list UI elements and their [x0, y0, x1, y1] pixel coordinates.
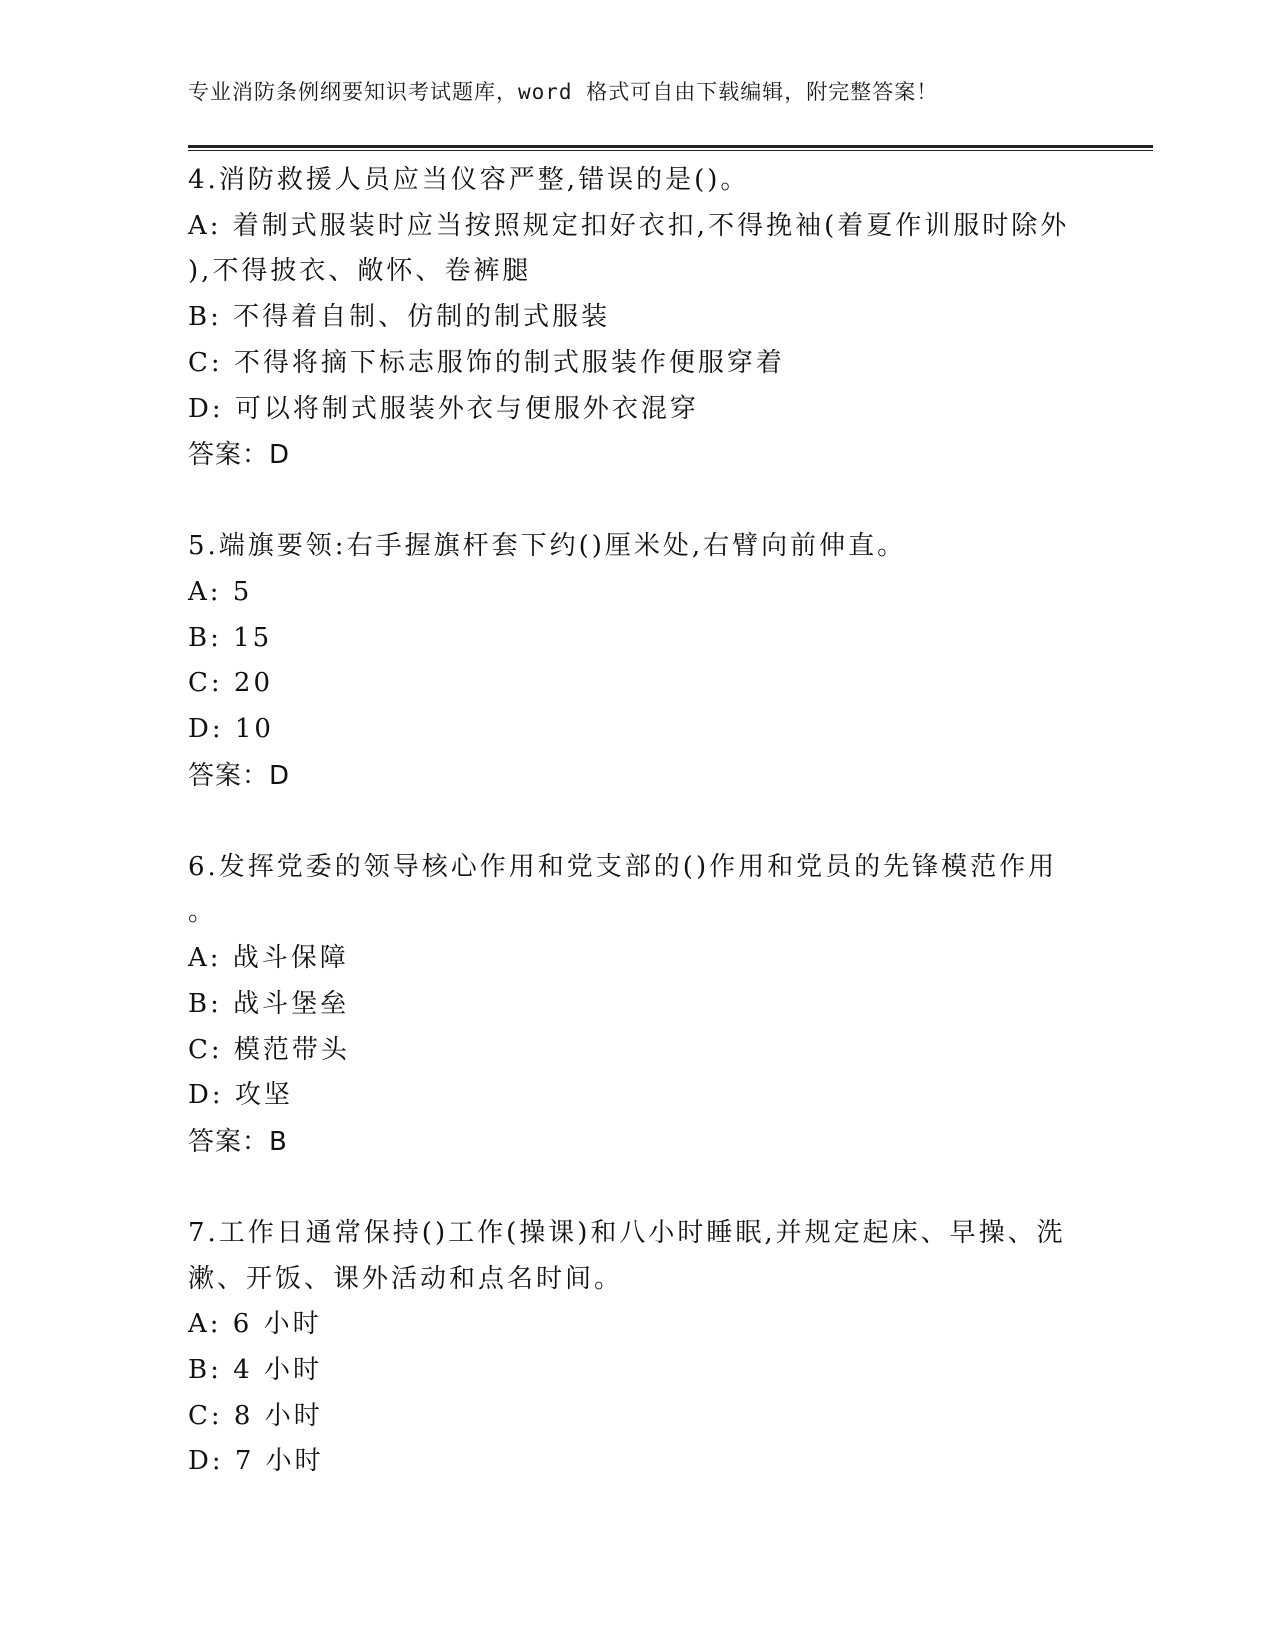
option-b: B: 不得着自制、仿制的制式服装 — [188, 302, 611, 333]
page-header: 专业消防条例纲要知识考试题库，word 格式可自由下载编辑，附完整答案！ — [188, 80, 939, 104]
option-b: B: 战斗堡垒 — [188, 988, 350, 1019]
question-stem: 5.端旗要领:右手握旗杆套下约()厘米处,右臂向前伸直。 — [188, 531, 907, 562]
question-5 — [188, 524, 1078, 799]
question-7 — [188, 1211, 1078, 1485]
header-rule — [188, 145, 1153, 151]
option-b: B: 4 小时 — [188, 1355, 322, 1386]
option-a: A: 6 小时 — [188, 1309, 322, 1340]
option-c: C: 不得将摘下标志服饰的制式服装作便服穿着 — [188, 347, 785, 378]
question-stem: 7.工作日通常保持()工作(操课)和八小时睡眠,并规定起床、早操、洗 — [188, 1217, 1066, 1248]
question-stem: 6.发挥党委的领导核心作用和党支部的()作用和党员的先锋模范作用 — [188, 851, 1058, 882]
question-stem-continued: 漱、开饭、课外活动和点名时间。 — [188, 1263, 624, 1294]
question-4 — [188, 158, 1078, 478]
answer: 答案：D — [188, 440, 291, 471]
question-list — [188, 158, 1078, 1485]
option-d: D: 攻坚 — [188, 1080, 293, 1111]
option-d: D: 7 小时 — [188, 1446, 324, 1477]
option-a: A: 战斗保障 — [188, 943, 349, 974]
question-stem-continued: 。 — [188, 897, 218, 928]
option-d: D: 可以将制式服装外衣与便服外衣混穿 — [188, 393, 699, 424]
question-6 — [188, 845, 1078, 1165]
option-c: C: 8 小时 — [188, 1400, 323, 1431]
option-b: B: 15 — [188, 622, 273, 653]
option-a-continued: ),不得披衣、敞怀、卷裤腿 — [188, 256, 532, 287]
option-d: D: 10 — [188, 714, 274, 745]
option-c: C: 模范带头 — [188, 1034, 350, 1065]
answer: 答案：D — [188, 760, 291, 791]
option-c: C: 20 — [188, 668, 274, 699]
answer: 答案：B — [188, 1126, 288, 1157]
question-stem: 4.消防救援人员应当仪容严整,错误的是()。 — [188, 165, 750, 195]
option-a: A: 着制式服装时应当按照规定扣好衣扣,不得挽袖(着夏作训服时除外 — [188, 210, 1070, 241]
option-a: A: 5 — [188, 576, 253, 607]
